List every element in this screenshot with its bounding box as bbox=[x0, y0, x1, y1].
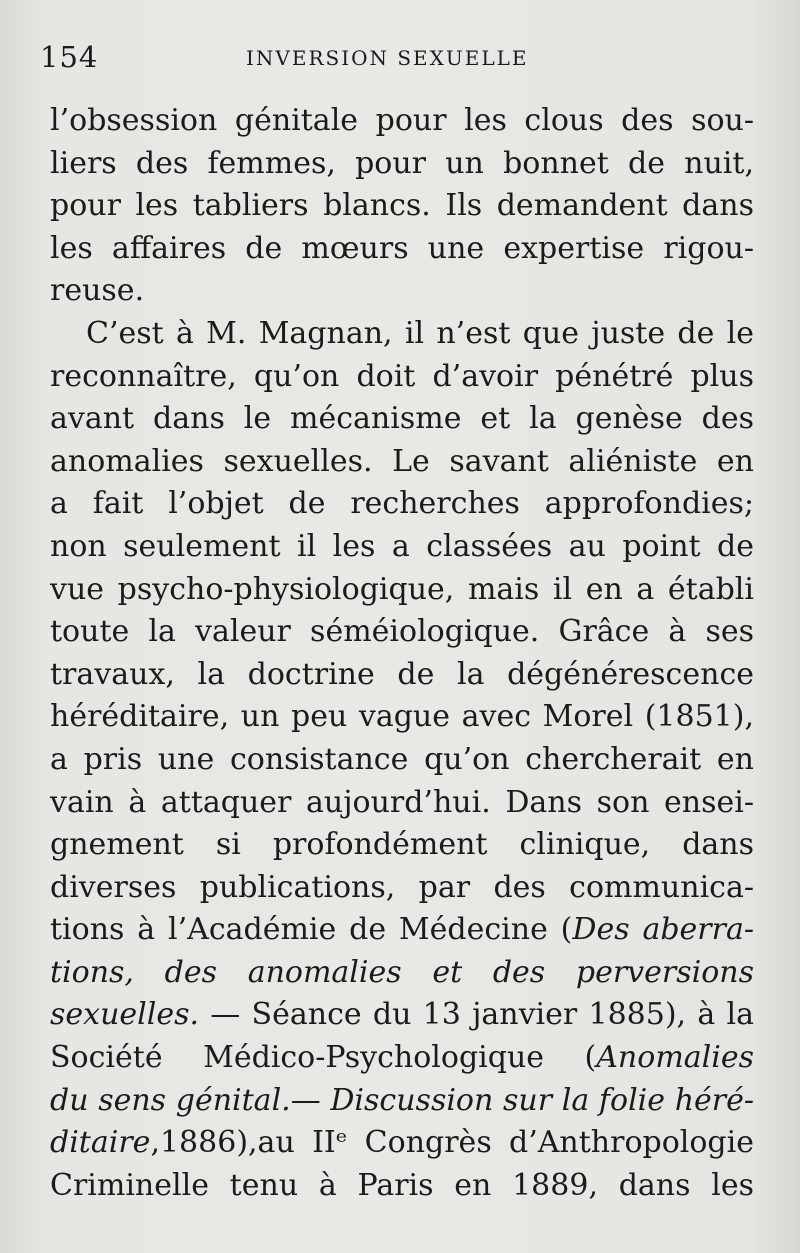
text-line: les affaires de mœurs une expertise rigou- bbox=[50, 230, 754, 266]
text-line: tions à l’Académie de Médecine (Des aberra- bbox=[50, 912, 754, 948]
text-line: tions, des anomalies et des perversions bbox=[50, 954, 754, 990]
text-line: a pris une consistance qu’on chercherait en bbox=[50, 741, 754, 777]
text-line: l’obsession génitale pour les clous des sou- bbox=[50, 103, 754, 138]
paragraph-start-line: C’est à M. Magnan, il n’est que juste de le bbox=[86, 315, 754, 351]
text-line: sexuelles. — Séance du 13 janvier 1885), à la bbox=[50, 997, 754, 1033]
text-line: diverses publications, par des communica- bbox=[50, 869, 754, 905]
text-line: gnement si profondément clinique, dans bbox=[50, 827, 754, 863]
page-number: 154 bbox=[40, 40, 99, 74]
body-text bbox=[50, 100, 754, 1207]
text-line: travaux, la doctrine de la dégénérescence bbox=[50, 656, 754, 692]
running-title: INVERSION SEXUELLE bbox=[246, 46, 529, 70]
text-line: pour les tabliers blancs. Ils demandent dans bbox=[50, 188, 754, 224]
text-line: toute la valeur séméiologique. Grâce à ses bbox=[50, 614, 754, 650]
text-line: héréditaire, un peu vague avec Morel (1851), bbox=[50, 699, 754, 735]
text-line: liers des femmes, pour un bonnet de nuit, bbox=[50, 145, 754, 181]
text-line: a fait l’objet de recherches approfondies; bbox=[50, 486, 754, 522]
text-line: Société Médico-Psychologique (Anomalies bbox=[50, 1040, 754, 1076]
text-line: vue psycho-physiologique, mais il en a établi bbox=[50, 571, 754, 607]
text-line: non seulement il les a classées au point de bbox=[50, 528, 754, 564]
text-line: reconnaître, qu’on doit d’avoir pénétré plus bbox=[50, 358, 754, 394]
text-line: avant dans le mécanisme et la genèse des bbox=[50, 401, 754, 437]
text-line: ditaire,1886),au IIᵉ Congrès d’Anthropologie bbox=[50, 1125, 754, 1161]
page-header bbox=[0, 38, 800, 78]
text-line: reuse. bbox=[50, 273, 145, 309]
text-line: Criminelle tenu à Paris en 1889, dans les bbox=[50, 1167, 754, 1203]
text-line: anomalies sexuelles. Le savant aliéniste en bbox=[50, 443, 754, 479]
text-line: vain à attaquer aujourd’hui. Dans son ensei- bbox=[50, 784, 754, 820]
text-line: du sens génital.— Discussion sur la folie héré- bbox=[50, 1082, 754, 1118]
